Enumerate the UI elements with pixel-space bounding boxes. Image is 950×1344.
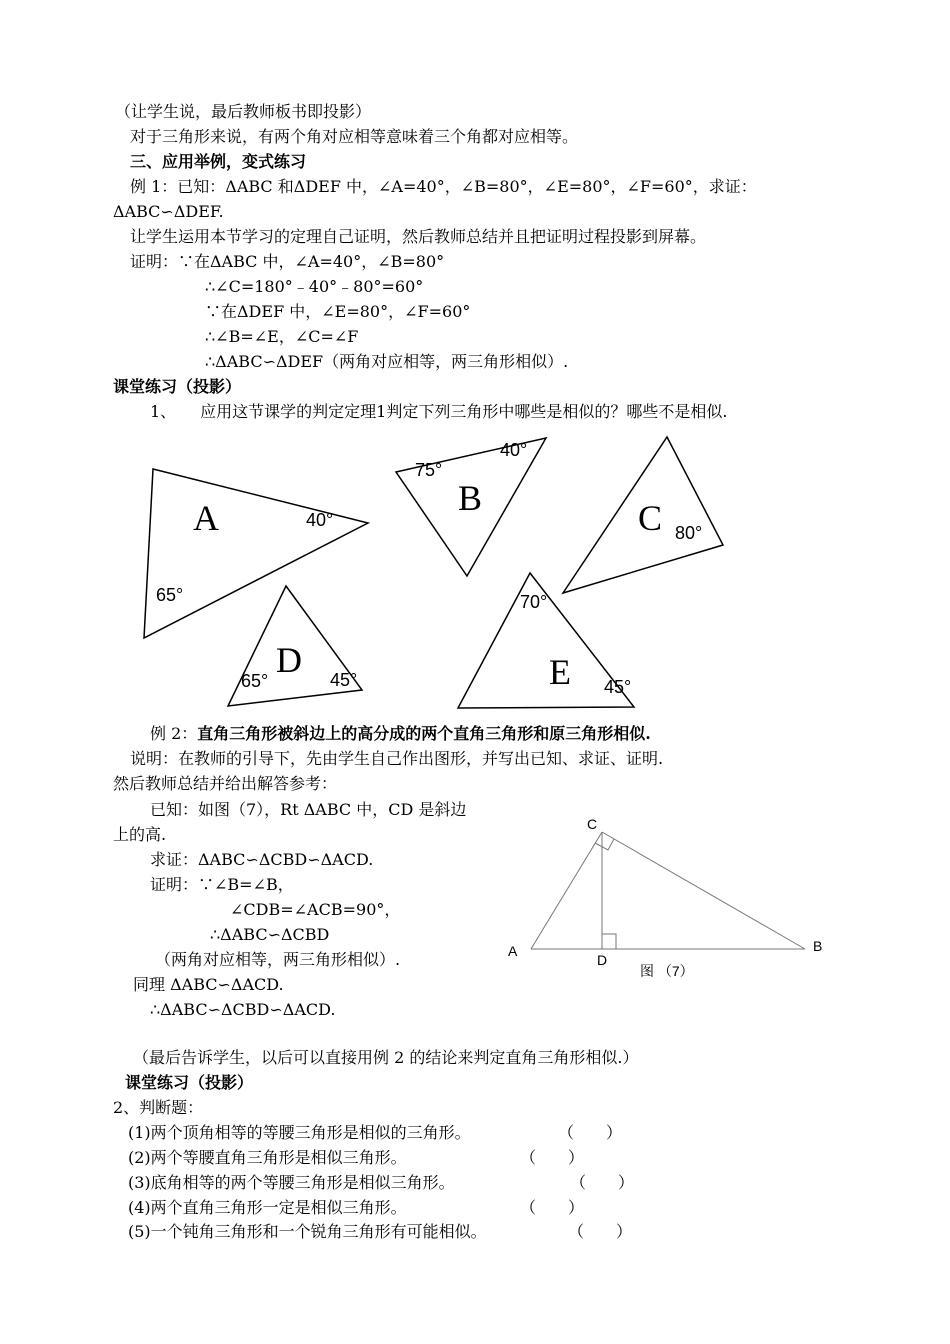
triangle-e-angle-1: 70° (520, 592, 548, 612)
judge-item-2-blank[interactable]: （ ） (520, 1148, 585, 1167)
figure-7-label-d: D (597, 952, 608, 968)
example-1-line-2: ΔABC∽ΔDEF. (113, 202, 224, 221)
triangle-a-label: A (193, 498, 219, 538)
figure-7-label-c: C (587, 816, 598, 832)
example-2-proof-1: 证明：∵∠B=∠B， (150, 875, 294, 894)
judge-item-2-text: (2)两个等腰直角三角形是相似三角形。 (128, 1148, 407, 1167)
practice-2-question: 2、判断题： (113, 1098, 204, 1117)
judge-item-4-text: (4)两个直角三角形一定是相似三角形。 (128, 1198, 407, 1217)
example-2-proof-4: （两角对应相等，两三角形相似）. (155, 950, 401, 969)
practice-2-heading: 课堂练习（投影） (125, 1073, 254, 1092)
right-angle-mark-c (595, 839, 614, 850)
judge-item-3-blank[interactable]: （ ） (570, 1173, 635, 1192)
example-2-note-2: 然后教师总结并给出解答参考： (113, 774, 338, 793)
example-2-proof-3: ∴ΔABC∽ΔCBD (210, 925, 330, 944)
example-2-prefix: 例 2： (150, 724, 198, 743)
judge-item-4-blank[interactable]: （ ） (520, 1198, 585, 1217)
intro-line-1: （让学生说，最后教师板书即投影） (115, 102, 372, 121)
triangle-a-angle-1: 40° (306, 510, 334, 530)
triangle-d-angle-2: 45° (330, 670, 358, 690)
triangle-b-angle-2: 40° (500, 440, 528, 460)
triangle-c-angle-1: 80° (675, 523, 703, 543)
triangle-a-angle-2: 65° (156, 585, 184, 605)
example-2-given-2: 上的高. (113, 825, 167, 844)
figure-7-label-a: A (508, 943, 518, 959)
example-1-line-1: 例 1：已知：ΔABC 和ΔDEF 中，∠A=40°，∠B=80°，∠E=80°，∠F=60°，求证： (130, 177, 757, 196)
triangle-b-label: B (458, 478, 483, 518)
judge-item-5-text: (5)一个钝角三角形和一个锐角三角形有可能相似。 (128, 1222, 487, 1241)
example-1-line-3: 让学生运用本节学习的定理自己证明，然后教师总结并且把证明过程投影到屏幕。 (130, 227, 707, 246)
practice-1-question: 1、 应用这节课学的判定定理1判定下列三角形中哪些是相似的？哪些不是相似. (150, 402, 728, 421)
example-1-proof-5: ∴ΔABC∽ΔDEF（两角对应相等，两三角形相似）. (205, 352, 569, 371)
triangle-b-angle-1: 75° (415, 460, 443, 480)
triangle-e-angle-2: 45° (604, 677, 632, 697)
segment-cb (602, 832, 805, 949)
example-2-note-1: 说明：在教师的引导下，先由学生自己作出图形，并写出已知、求证、证明. (130, 749, 664, 768)
section-3-heading: 三、应用举例，变式练习 (130, 152, 307, 171)
practice-1-heading: 课堂练习（投影） (113, 377, 242, 396)
intro-line-2: 对于三角形来说，有两个角对应相等意味着三个角都对应相等。 (130, 127, 579, 146)
example-2-proof-2: ∠CDB=∠ACB=90°， (230, 900, 401, 919)
right-angle-mark-d (602, 934, 616, 949)
example-2-proof-5: 同理 ΔABC∽ΔACD. (133, 975, 284, 994)
judge-item-1-blank[interactable]: （ ） (558, 1123, 623, 1142)
example-1-proof-4: ∴∠B=∠E，∠C=∠F (205, 327, 359, 346)
judge-item-1-text: (1)两个顶角相等的等腰三角形是相似的三角形。 (128, 1123, 471, 1142)
triangle-c-label: C (638, 498, 663, 538)
example-2-prove: 求证：ΔABC∽ΔCBD∽ΔACD. (150, 850, 374, 869)
example-1-proof-3: ∵在ΔDEF 中，∠E=80°，∠F=60° (205, 302, 471, 321)
example-2-statement: 直角三角形被斜边上的高分成的两个直角三角形和原三角形相似. (197, 724, 651, 743)
figure-7-label-b: B (813, 938, 823, 954)
figure-7-caption: 图 （7） (640, 963, 694, 979)
triangle-d-label: D (276, 640, 302, 680)
judge-item-5-blank[interactable]: （ ） (568, 1222, 633, 1241)
example-1-proof-1: 证明：∵在ΔABC 中，∠A=40°，∠B=80° (130, 252, 445, 271)
example-2-conclusion: （最后告诉学生，以后可以直接用例 2 的结论来判定直角三角形相似.） (133, 1048, 639, 1067)
triangle-d-angle-1: 65° (241, 671, 269, 691)
example-2-given-1: 已知：如图（7），Rt ΔABC 中，CD 是斜边 (150, 800, 467, 819)
triangle-e-label: E (549, 652, 571, 692)
segment-ac (531, 832, 602, 949)
example-1-proof-2: ∴∠C=180°﹣40°﹣80°=60° (205, 277, 424, 296)
example-2-proof-6: ∴ΔABC∽ΔCBD∽ΔACD. (150, 1000, 336, 1019)
judge-item-3-text: (3)底角相等的两个等腰三角形是相似三角形。 (128, 1173, 455, 1192)
